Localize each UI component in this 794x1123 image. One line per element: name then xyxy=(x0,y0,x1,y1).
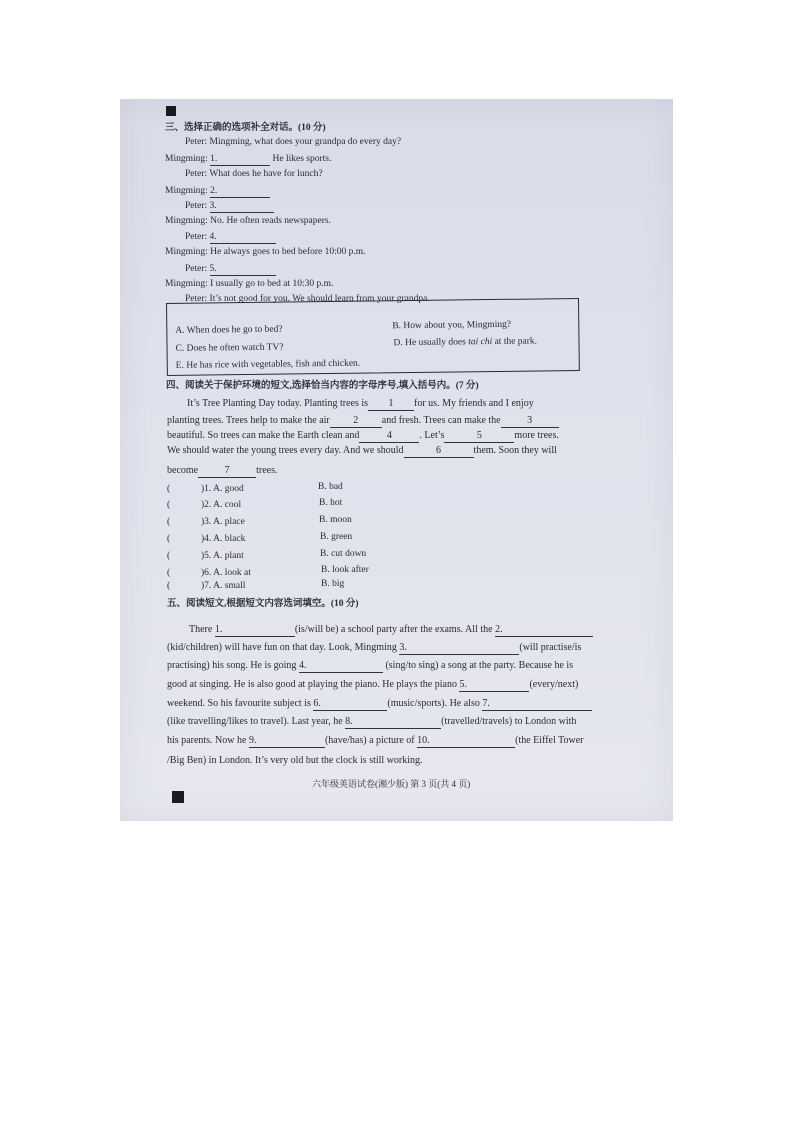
speaker: Peter: xyxy=(185,201,208,211)
choice-row: ( )6. A. look at xyxy=(167,568,251,578)
passage5-line: his parents. Now he 9. (have/has) a picture of 10. (the Eiffel Tower xyxy=(167,735,584,746)
passage5-line: weekend. So his favourite subject is 6. (music/sports). He also 7. xyxy=(167,698,592,711)
option-c: C. Does he often watch TV? xyxy=(175,342,284,354)
dialog-line xyxy=(165,278,333,290)
dialog-line xyxy=(185,200,274,213)
fill-blank-4[interactable]: 4. xyxy=(299,660,383,673)
option-b: B. How about you, Mingming? xyxy=(392,319,512,332)
section3-title: 三、选择正确的选项补全对话。(10 分) xyxy=(165,123,326,133)
dialog-line xyxy=(165,246,366,258)
fill-blank-1[interactable]: 1. xyxy=(215,624,295,637)
dialog-text: Mingming, what does your grandpa do every day? xyxy=(209,137,402,147)
choice-b: B. hot xyxy=(319,498,343,508)
passage-line: It’s Tree Planting Day today. Planting trees is 1 for us. My friends and I enjoy xyxy=(187,398,534,409)
choice-b: B. moon xyxy=(319,515,352,525)
choice-row: ( )7. A. small xyxy=(167,581,246,591)
answer-paren[interactable]: ( xyxy=(167,568,171,578)
answer-blank-3[interactable]: 3. xyxy=(210,200,274,213)
choice-b: B. big xyxy=(321,579,345,589)
passage-line: planting trees. Trees help to make the air 2 and fresh. Trees can make the 3 xyxy=(167,415,559,428)
passage5-line: /Big Ben) in London. It’s very old but the clock is still working. xyxy=(167,755,423,766)
dialog-text: He always goes to bed before 10:00 p.m. xyxy=(210,247,366,257)
fill-blank-10[interactable]: 10. xyxy=(417,735,515,748)
speaker: Peter: xyxy=(185,169,208,179)
choice-b: B. cut down xyxy=(320,549,367,559)
answer-blank-1[interactable]: 1. xyxy=(210,153,270,166)
dialog-line xyxy=(185,231,276,244)
dialog-line xyxy=(165,185,270,198)
speaker: Peter: xyxy=(185,294,208,304)
answer-paren[interactable]: ( xyxy=(167,534,171,544)
choice-row: ( )3. A. place xyxy=(167,517,245,527)
dialog-line xyxy=(165,215,331,227)
answer-blank-4[interactable]: 4. xyxy=(210,231,276,244)
answer-paren[interactable]: ( xyxy=(167,484,171,494)
blank-7: 7 xyxy=(198,465,256,478)
choice-row: ( )2. A. cool xyxy=(167,500,242,510)
dialog-text: He likes sports. xyxy=(272,154,332,164)
blank-2: 2 xyxy=(330,415,382,428)
blank-4: 4 xyxy=(359,430,419,443)
dialog-line xyxy=(165,153,331,166)
fill-blank-7[interactable]: 7. xyxy=(482,698,592,711)
fill-blank-8[interactable]: 8. xyxy=(345,716,441,729)
speaker: Mingming: xyxy=(165,186,208,196)
choice-row: ( )5. A. plant xyxy=(167,551,244,561)
fill-blank-3[interactable]: 3. xyxy=(399,642,519,655)
answer-paren[interactable]: ( xyxy=(167,551,171,561)
option-d: D. He usually does tai chi at the park. xyxy=(393,336,538,349)
passage5-line: practising) his song. He is going 4. (sing/to sing) a song at the party. Because he is xyxy=(167,660,574,671)
speaker: Mingming: xyxy=(165,279,208,289)
options-box xyxy=(166,298,580,376)
dialog-line xyxy=(185,136,401,148)
choice-b: B. bad xyxy=(318,482,343,492)
passage5-line: (kid/children) will have fun on that day. Look, Mingming 3. (will practise/is xyxy=(167,642,582,653)
blank-5: 5 xyxy=(444,430,514,443)
fill-blank-5[interactable]: 5. xyxy=(459,679,529,692)
speaker: Mingming: xyxy=(165,154,208,164)
option-a: A. When does he go to bed? xyxy=(175,324,283,336)
answer-blank-2[interactable]: 2. xyxy=(210,185,270,198)
dialog-text: It’s not good for you. We should learn from your grandpa. xyxy=(209,294,430,304)
speaker: Peter: xyxy=(185,232,208,242)
choice-row: ( )4. A. black xyxy=(167,534,246,544)
passage-line: become 7 trees. xyxy=(167,465,278,476)
dialog-text: What does he have for lunch? xyxy=(209,169,323,179)
dialog-line xyxy=(185,263,276,276)
passage-line: We should water the young trees every day. And we should 6 them. Soon they will xyxy=(167,445,557,456)
passage5-line: (like travelling/likes to travel). Last year, he 8. (travelled/travels) to London with xyxy=(167,716,577,727)
choice-b: B. green xyxy=(320,532,353,542)
blank-1: 1 xyxy=(368,398,414,411)
fill-blank-9[interactable]: 9. xyxy=(249,735,325,748)
corner-marker-top xyxy=(166,106,176,116)
answer-blank-5[interactable]: 5. xyxy=(210,263,276,276)
answer-paren[interactable]: ( xyxy=(167,500,171,510)
dialog-text: No. He often reads newspapers. xyxy=(210,216,331,226)
speaker: Peter: xyxy=(185,264,208,274)
speaker: Mingming: xyxy=(165,216,208,226)
speaker: Peter: xyxy=(185,137,208,147)
page-footer: 六年级英语试卷(湘少版) 第 3 页(共 4 页) xyxy=(312,779,471,789)
answer-paren[interactable]: ( xyxy=(167,517,171,527)
passage-line: beautiful. So trees can make the Earth clean and 4 . Let’s 5 more trees. xyxy=(167,430,559,441)
choice-b: B. look after xyxy=(321,565,369,575)
fill-blank-6[interactable]: 6. xyxy=(313,698,387,711)
corner-marker-bottom xyxy=(172,791,184,803)
dialog-text: I usually go to bed at 10:30 p.m. xyxy=(210,279,334,289)
answer-paren[interactable]: ( xyxy=(167,581,171,591)
section4-title: 四、阅读关于保护环境的短文,选择恰当内容的字母序号,填入括号内。(7 分) xyxy=(166,381,479,391)
passage5-line: There 1. (is/will be) a school party after the exams. All the 2. xyxy=(189,624,593,637)
section5-title: 五、阅读短文,根据短文内容选词填空。(10 分) xyxy=(167,599,359,609)
passage5-line: good at singing. He is also good at playing the piano. He plays the piano 5. (every/next) xyxy=(167,679,579,690)
option-e: E. He has rice with vegetables, fish and chicken. xyxy=(175,358,361,371)
fill-blank-2[interactable]: 2. xyxy=(495,624,593,637)
blank-6: 6 xyxy=(404,445,474,458)
speaker: Mingming: xyxy=(165,247,208,257)
choice-row: ( )1. A. good xyxy=(167,484,244,494)
blank-3: 3 xyxy=(501,415,559,428)
dialog-line xyxy=(185,168,323,180)
